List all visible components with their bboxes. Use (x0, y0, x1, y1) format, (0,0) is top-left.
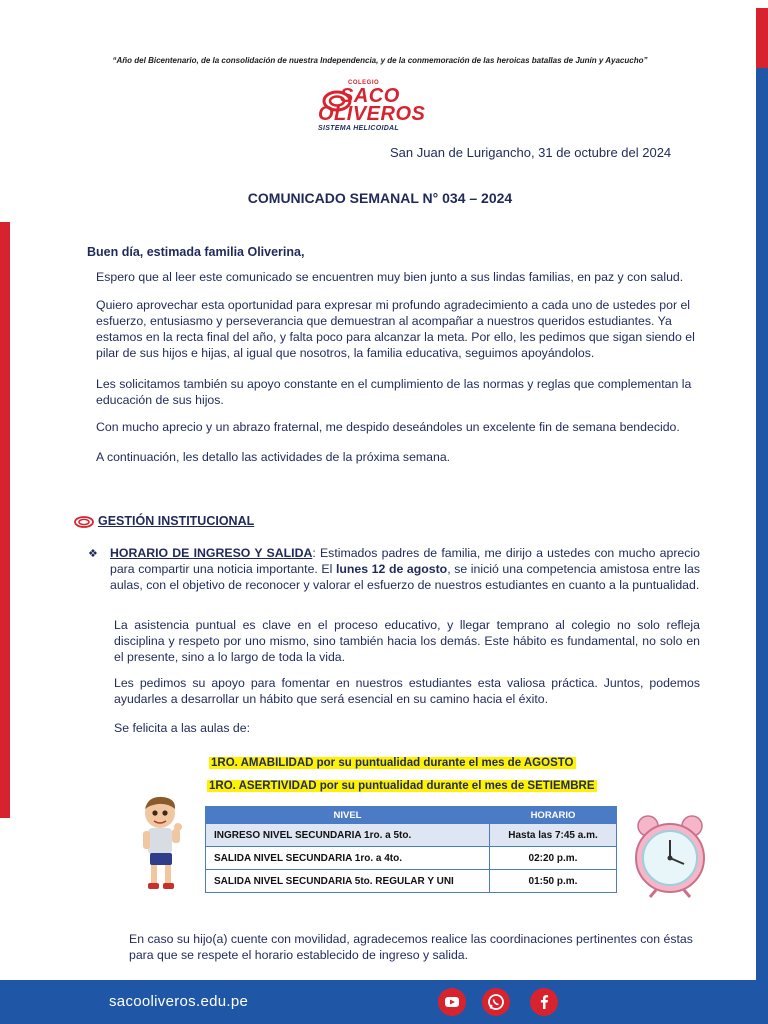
bullet-bold-date: lunes 12 de agosto (335, 562, 448, 576)
sub-paragraph-3: Se felicita a las aulas de: (114, 721, 251, 735)
youtube-icon[interactable] (438, 988, 466, 1016)
logo-sistema: SISTEMA HELICOIDAL (318, 125, 399, 132)
table-cell-horario: Hasta las 7:45 a.m. (490, 824, 617, 847)
school-logo (318, 80, 426, 136)
right-accent-bar-red (756, 8, 768, 68)
section-heading (74, 514, 254, 528)
diamond-bullet-icon: ❖ (88, 548, 98, 560)
paragraph-4: Con mucho aprecio y un abrazo fraternal, me despido deseándoles un excelente fin de semana bendecido. (96, 420, 680, 434)
mobility-note: En caso su hijo(a) cuente con movilidad, agradecemos realice las coordinaciones pertinentes con éstas para que se respete el horario establecido de ingreso y salida. (129, 932, 693, 962)
alarm-clock-illustration (626, 812, 716, 898)
bullet-text-a: : Estimados padres de familia, me dirijo a ustedes con mucho aprecio para compartir una noticia importante. El (110, 546, 700, 576)
section-heading-label: GESTIÓN INSTITUCIONAL (98, 514, 255, 528)
table-cell-horario: 02:20 p.m. (490, 847, 617, 870)
bullet-text-b: , se inició una competencia amistosa entre las aulas, con el objetivo de reconocer y valorar el esfuerzo de nuestros estudiantes en cuanto a la puntualidad. (110, 562, 700, 592)
paragraph-5: A continuación, les detallo las actividades de la próxima semana. (96, 450, 451, 464)
table-cell-horario: 01:50 p.m. (490, 870, 617, 893)
paragraph-3: Les solicitamos también su apoyo constante en el cumplimiento de las normas y reglas que complementan la educación de sus hijos. (96, 377, 692, 407)
footer-website-link[interactable]: sacooliveros.edu.pe (109, 993, 249, 1010)
table-cell-nivel: INGRESO NIVEL SECUNDARIA 1ro. a 5to. (206, 824, 490, 847)
header-motto: “Año del Bicentenario, de la consolidación de nuestra Independencia, y de la conmemoración de las heroicas batallas de Junín y Ayacucho” (112, 56, 648, 65)
table-cell-nivel: SALIDA NIVEL SECUNDARIA 1ro. a 4to. (206, 847, 490, 870)
whatsapp-icon[interactable] (482, 988, 510, 1016)
page-title: COMUNICADO SEMANAL N° 034 – 2024 (247, 190, 513, 206)
schedule-table (205, 806, 617, 893)
bullet-item (88, 545, 700, 593)
left-accent-bar (0, 222, 10, 818)
swirl-bullet-icon (74, 516, 94, 528)
table-row (206, 847, 617, 870)
facebook-icon[interactable] (530, 988, 558, 1016)
table-cell-nivel: SALIDA NIVEL SECUNDARIA 5to. REGULAR Y UNI (206, 870, 490, 893)
bullet-content (110, 545, 700, 593)
date-line: San Juan de Lurigancho, 31 de octubre del 2024 (390, 145, 672, 160)
logo-saco: SACO (340, 85, 400, 107)
footer-bar (0, 980, 768, 1024)
paragraph-1: Espero que al leer este comunicado se encuentren muy bien junto a sus lindas familias, en paz y con salud. (96, 270, 684, 284)
highlight-september: 1RO. ASERTIVIDAD por su puntualidad durante el mes de SETIEMBRE (209, 780, 595, 792)
table-row (206, 870, 617, 893)
table-header-nivel: NIVEL (206, 807, 490, 824)
right-accent-bar (756, 8, 768, 980)
sub-paragraph-2: Les pedimos su apoyo para fomentar en nuestros estudiantes esta valiosa práctica. Juntos, podemos ayudarles a desarrollar un hábito que será esencial en su camino hacia el éxito. (114, 676, 700, 706)
logo-oliveros: OLIVEROS (318, 103, 426, 125)
bullet-lead: HORARIO DE INGRESO Y SALIDA (110, 546, 313, 560)
table-header-horario: HORARIO (490, 807, 617, 824)
table-header-row (206, 807, 617, 824)
logo-colegio: COLEGIO (348, 80, 380, 86)
highlight-august: 1RO. AMABILIDAD por su puntualidad durante el mes de AGOSTO (211, 757, 574, 769)
sub-paragraph-1: La asistencia puntual es clave en el proceso educativo, y llegar temprano al colegio no solo refleja disciplina y respeto por uno mismo, sino también hacia los demás. Este hábito es fundamental, no solo en el presente, sino a lo largo de toda la vida. (114, 618, 700, 664)
boy-thumbs-up-illustration (138, 795, 188, 895)
table-row (206, 824, 617, 847)
paragraph-2: Quiero aprovechar esta oportunidad para expresar mi profundo agradecimiento a cada uno de ustedes por el esfuerzo, entusiasmo y perseverancia que demuestran al acompañar a nuestros queridos estudiantes. Ya estamos en la recta final del año, y falta poco para alcanzar la meta. Por ello, les pedimos que sigan siendo el pilar de sus hijos e hijas, al igual que nosotros, la familia educativa, seguimos apoyándolos. (96, 298, 695, 360)
greeting: Buen día, estimada familia Oliverina, (87, 245, 305, 259)
